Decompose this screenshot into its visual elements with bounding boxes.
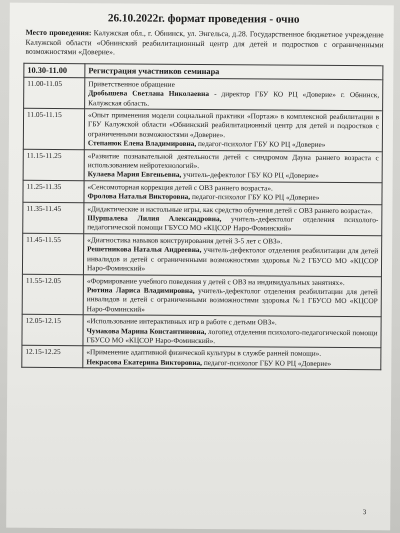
table-row bbox=[23, 180, 382, 204]
speaker-role: учитель-дефектолог отделения психолого-педагогической помощи ГБУСО МО «КЦСОР Наро-Фоминский» bbox=[87, 214, 379, 234]
speaker-role: педагог-психолог ГБУ КО РЦ «Доверие» bbox=[196, 139, 326, 150]
venue-paragraph bbox=[23, 28, 383, 59]
session-topic: Приветственное обращение bbox=[88, 78, 175, 89]
time-cell: 11.35-11.45 bbox=[23, 202, 84, 234]
session-cell bbox=[85, 77, 383, 110]
speaker-role: логопед отделения психолого-педагогической помощи ГБУСО МО «КЦСОР Наро-Фоминский». bbox=[86, 326, 378, 346]
session-cell bbox=[83, 315, 381, 348]
speaker-name: Чумакова Марина Константиновна, bbox=[86, 325, 207, 336]
speaker-name: Степанюк Елена Владимировна, bbox=[87, 138, 197, 149]
speaker-role: - директор ГБУ КО РЦ «Доверие» г. Обнинск, Калужская область. bbox=[88, 89, 380, 108]
venue-label: Место проведения: bbox=[25, 27, 92, 38]
session-speaker-line bbox=[87, 191, 378, 202]
table-row bbox=[24, 77, 383, 111]
session-speaker-line bbox=[88, 170, 379, 181]
session-cell bbox=[84, 181, 382, 205]
speaker-role: учитель-дефектолог ГБУ КО РЦ «Доверие» bbox=[181, 170, 319, 181]
page-title: 26.10.2022г. формат проведения - очно bbox=[107, 12, 300, 26]
time-cell: 12.15-12.25 bbox=[22, 346, 83, 368]
table-row bbox=[22, 233, 381, 276]
page-number: 3 bbox=[362, 508, 367, 517]
speaker-role: учитель-дефектолог отделения реабилитации для детей инвалидов и детей с ограниченными возможностями здоровья №1 ГБУСО МО «КЦСОР Наро-Фоминский» bbox=[86, 285, 378, 314]
session-topic: «Использование интерактивных игр в работе с детьми ОВЗ». bbox=[86, 316, 277, 327]
time-cell: 11.45-11.55 bbox=[22, 233, 83, 274]
speaker-name: Некрасова Екатерина Викторовна, bbox=[86, 356, 203, 367]
time-cell: 11.15-11.25 bbox=[23, 149, 84, 181]
time-cell: 11.00-11.05 bbox=[24, 77, 85, 109]
session-cell bbox=[84, 202, 382, 235]
session-cell bbox=[83, 346, 381, 370]
session-speaker-line bbox=[88, 88, 379, 109]
session-speaker-line bbox=[86, 326, 377, 347]
speaker-role: учитель-дефектолог отделения реабилитации для детей инвалидов и детей с ограниченными возможностями здоровья №2 ГБУСО МО «КЦСОР Наро-Фоминский» bbox=[86, 245, 379, 273]
session-speaker-line bbox=[87, 244, 378, 274]
session-topic: «Опыт применения модели социальной практики «Портаж» в комплексной реабилитации в ГБУ Калужской области «Обнинский реабилитационный центр для детей и подростков с ограниченными возможностями «Доверие». bbox=[87, 110, 380, 139]
session-speaker-line bbox=[86, 357, 377, 368]
table-row bbox=[22, 274, 381, 317]
document-page bbox=[6, 3, 394, 531]
speaker-name: Фролова Наталья Викторовна, bbox=[87, 191, 191, 202]
session-cell bbox=[84, 109, 382, 152]
table-row bbox=[23, 108, 382, 151]
session-cell bbox=[84, 149, 382, 182]
speaker-name: Решетникова Наталья Андреевна, bbox=[87, 244, 202, 255]
speaker-role: педагог-психолог ГБУ КО РЦ «Доверие» bbox=[190, 192, 320, 203]
session-topic: «Развитие познавательной деятельности детей с синдромом Дауна раннего возраста с использованием нейротехнологий». bbox=[87, 150, 379, 171]
speaker-name: Кулаева Мария Евгеньевна, bbox=[87, 169, 182, 180]
time-cell: 11.55-12.05 bbox=[22, 274, 83, 315]
table-row bbox=[23, 202, 382, 236]
speaker-name: Дробышева Светлана Николаевна bbox=[88, 88, 210, 99]
venue-text: Калужская обл., г. Обнинск, ул. Энгельса, д.28. Государственное бюджетное учреждение Калужской области «Обнинский реабилитационный центр для детей и подростков с ограниченными возможностями «Доверие». bbox=[25, 28, 384, 57]
speaker-name: Рютина Лариса Владимировна, bbox=[86, 285, 195, 295]
session-cell bbox=[83, 274, 381, 317]
header-time-cell: 10.30-11.00 bbox=[24, 63, 85, 77]
speaker-name: Шуршалева Лилия Александровна, bbox=[87, 213, 222, 224]
session-topic: «Диагностика навыков конструирования детей 3-5 лет с ОВЗ». bbox=[87, 235, 283, 246]
time-cell: 11.05-11.15 bbox=[23, 108, 84, 149]
header-text-cell: Регистрация участников семинара bbox=[85, 63, 383, 79]
session-topic: «Сенсомоторная коррекция детей с ОВЗ раннего возраста». bbox=[87, 182, 273, 193]
table-row bbox=[22, 346, 381, 370]
session-topic: «Применение адаптивной физической культуры в службе ранней помощи». bbox=[86, 347, 322, 359]
session-cell bbox=[83, 234, 381, 277]
session-topic: «Дидактические и настольные игры, как средство обучения детей с ОВЗ раннего возраста». bbox=[87, 203, 373, 215]
time-cell: 12.05-12.15 bbox=[22, 314, 83, 346]
table-row bbox=[22, 314, 381, 348]
program-table bbox=[21, 63, 383, 371]
session-speaker-line bbox=[87, 213, 378, 234]
time-cell: 11.25-11.35 bbox=[23, 180, 84, 202]
session-speaker-line bbox=[88, 138, 379, 149]
speaker-role: педагог-психолог ГБУ КО РЦ «Доверие» bbox=[201, 357, 332, 368]
session-speaker-line bbox=[87, 285, 378, 315]
session-topic: «Формирование учебного поведения у детей с ОВЗ на индивидуальных занятиях». bbox=[86, 275, 345, 287]
table-row bbox=[23, 149, 382, 183]
